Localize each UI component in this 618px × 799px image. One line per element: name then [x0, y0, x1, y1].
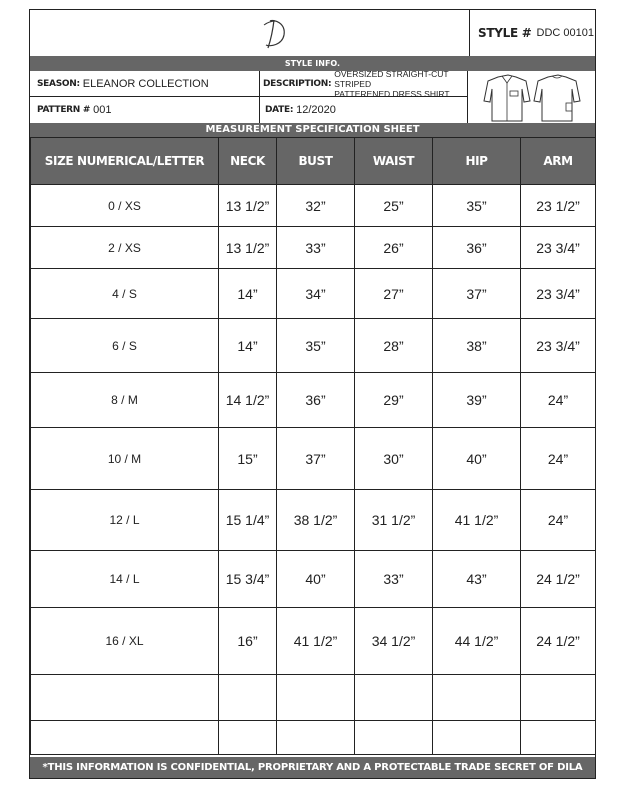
- bust-cell: 35”: [277, 319, 355, 373]
- bust-cell: 34”: [277, 269, 355, 319]
- neck-cell: 13 1/2”: [219, 227, 277, 269]
- waist-cell: 31 1/2”: [355, 490, 433, 551]
- size-cell: 4 / S: [31, 269, 219, 319]
- column-header: BUST: [277, 138, 355, 185]
- description-value: [334, 69, 467, 99]
- table-row: [31, 373, 596, 428]
- size-cell: 14 / L: [31, 551, 219, 608]
- neck-cell: 14”: [219, 269, 277, 319]
- date-value: 12/2020: [296, 104, 336, 116]
- hip-cell: 36”: [433, 227, 521, 269]
- bust-cell: 33”: [277, 227, 355, 269]
- bust-cell: [277, 721, 355, 755]
- arm-cell: 23 3/4”: [521, 269, 596, 319]
- hip-cell: 38”: [433, 319, 521, 373]
- spec-sheet: [29, 9, 596, 794]
- waist-cell: 26”: [355, 227, 433, 269]
- column-header: ARM: [521, 138, 596, 185]
- measurement-table: [30, 137, 596, 755]
- pattern-label: PATTERN #: [37, 105, 91, 115]
- confidentiality-footer: *THIS INFORMATION IS CONFIDENTIAL, PROPRIETARY AND A PROTECTABLE TRADE SECRET OF DILA DESIGNS.CO*: [30, 757, 595, 778]
- waist-cell: [355, 675, 433, 721]
- hip-cell: 44 1/2”: [433, 608, 521, 675]
- pattern-value: 001: [93, 104, 112, 116]
- size-cell: 16 / XL: [31, 608, 219, 675]
- table-row: [31, 319, 596, 373]
- arm-cell: 23 1/2”: [521, 185, 596, 227]
- neck-cell: [219, 675, 277, 721]
- table-row: [31, 428, 596, 490]
- bust-cell: 37”: [277, 428, 355, 490]
- style-number: [470, 10, 595, 56]
- hip-cell: [433, 675, 521, 721]
- description-line-1: OVERSIZED STRAIGHT-CUT STRIPED: [334, 68, 449, 89]
- size-cell: [31, 721, 219, 755]
- bust-cell: 40”: [277, 551, 355, 608]
- neck-cell: 16”: [219, 608, 277, 675]
- waist-cell: 29”: [355, 373, 433, 428]
- season-label: SEASON:: [37, 78, 80, 89]
- size-cell: 12 / L: [31, 490, 219, 551]
- neck-cell: 15”: [219, 428, 277, 490]
- column-header: NECK: [219, 138, 277, 185]
- size-cell: [31, 675, 219, 721]
- waist-cell: 33”: [355, 551, 433, 608]
- size-cell: 6 / S: [31, 319, 219, 373]
- waist-cell: 25”: [355, 185, 433, 227]
- bust-cell: 32”: [277, 185, 355, 227]
- arm-cell: [521, 675, 596, 721]
- table-row: [31, 490, 596, 551]
- column-header: SIZE NUMERICAL/LETTER: [31, 138, 219, 185]
- table-row: [31, 721, 596, 755]
- hip-cell: 41 1/2”: [433, 490, 521, 551]
- waist-cell: 30”: [355, 428, 433, 490]
- table-row: [31, 227, 596, 269]
- neck-cell: [219, 721, 277, 755]
- waist-cell: [355, 721, 433, 755]
- sheet-title: MEASUREMENT SPECIFICATION SHEET: [30, 123, 595, 137]
- date-label: DATE:: [265, 105, 294, 115]
- size-cell: 2 / XS: [31, 227, 219, 269]
- neck-cell: 14”: [219, 319, 277, 373]
- pattern-field: [30, 97, 260, 123]
- style-label: STYLE #: [478, 26, 532, 40]
- bust-cell: 38 1/2”: [277, 490, 355, 551]
- size-cell: 10 / M: [31, 428, 219, 490]
- logo-cell: [30, 10, 470, 56]
- table-row: [31, 675, 596, 721]
- arm-cell: 24”: [521, 490, 596, 551]
- shirt-sketch-icon: [468, 71, 595, 123]
- neck-cell: 15 3/4”: [219, 551, 277, 608]
- style-info-bar: STYLE INFO.: [30, 56, 595, 71]
- arm-cell: 24 1/2”: [521, 551, 596, 608]
- arm-cell: 24”: [521, 428, 596, 490]
- date-field: [260, 97, 468, 123]
- description-field: [260, 68, 468, 99]
- season-field: [30, 71, 260, 97]
- season-value: ELEANOR COLLECTION: [82, 77, 209, 90]
- arm-cell: [521, 721, 596, 755]
- hip-cell: [433, 721, 521, 755]
- arm-cell: 24”: [521, 373, 596, 428]
- bust-cell: 36”: [277, 373, 355, 428]
- arm-cell: 23 3/4”: [521, 227, 596, 269]
- size-cell: 0 / XS: [31, 185, 219, 227]
- waist-cell: 28”: [355, 319, 433, 373]
- table-header-row: [31, 138, 596, 185]
- hip-cell: 40”: [433, 428, 521, 490]
- waist-cell: 27”: [355, 269, 433, 319]
- hip-cell: 37”: [433, 269, 521, 319]
- neck-cell: 15 1/4”: [219, 490, 277, 551]
- table-row: [31, 608, 596, 675]
- column-header: HIP: [433, 138, 521, 185]
- waist-cell: 34 1/2”: [355, 608, 433, 675]
- style-value: DDC 00101: [536, 27, 594, 39]
- arm-cell: 24 1/2”: [521, 608, 596, 675]
- logo-icon: [256, 15, 292, 51]
- hip-cell: 43”: [433, 551, 521, 608]
- hip-cell: 35”: [433, 185, 521, 227]
- bust-cell: 41 1/2”: [277, 608, 355, 675]
- description-line-2: PATTERENED DRESS SHIRT: [334, 88, 450, 99]
- neck-cell: 13 1/2”: [219, 185, 277, 227]
- bust-cell: [277, 675, 355, 721]
- description-label: DESCRIPTION:: [263, 78, 332, 89]
- table-row: [31, 185, 596, 227]
- column-header: WAIST: [355, 138, 433, 185]
- arm-cell: 23 3/4”: [521, 319, 596, 373]
- size-cell: 8 / M: [31, 373, 219, 428]
- table-row: [31, 269, 596, 319]
- table-row: [31, 551, 596, 608]
- hip-cell: 39”: [433, 373, 521, 428]
- neck-cell: 14 1/2”: [219, 373, 277, 428]
